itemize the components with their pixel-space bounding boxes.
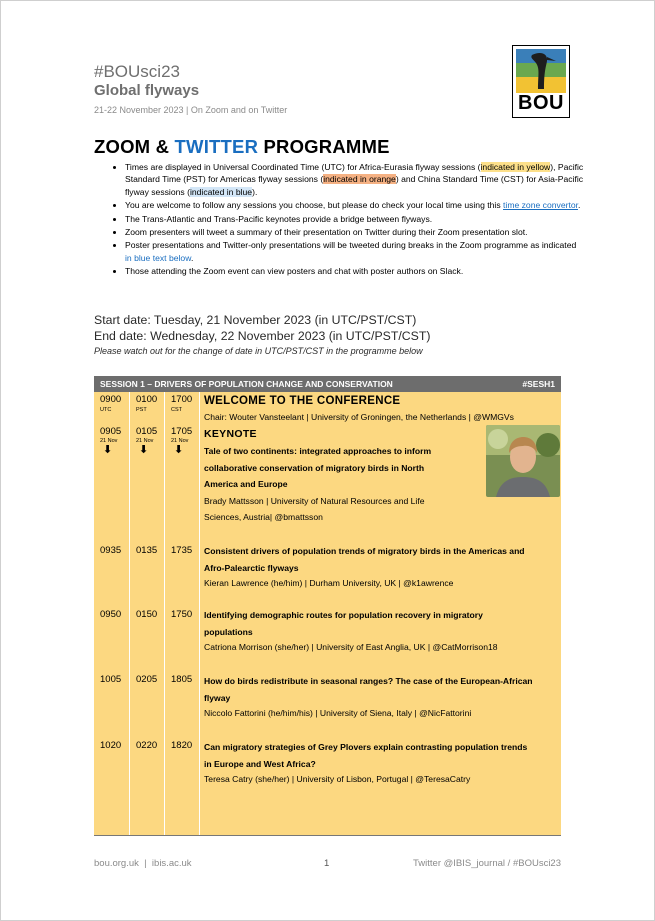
header-title: Global flyways (94, 82, 200, 99)
talk2-utc: 0950 (100, 609, 122, 620)
header-date-line: 21-22 November 2023 | On Zoom and on Twitter (94, 105, 288, 115)
talk4-title-line1: Can migratory strategies of Grey Plovers explain contrasting population trends (204, 742, 528, 752)
footer-page-number: 1 (324, 858, 330, 869)
talk4-pst: 0220 (136, 740, 158, 751)
session-hashtag: #SESH1 (522, 379, 555, 389)
programme-title-twitter: TWITTER (174, 136, 259, 157)
talk2-speaker: Catriona Morrison (she/her) | University of East Anglia, UK | @CatMorrison18 (204, 642, 498, 652)
programme-title-part3: PROGRAMME (258, 136, 390, 157)
day-label-utc: 21 Nov (100, 438, 118, 444)
welcome-pst: 0100 (136, 394, 158, 405)
arrow-down-icon: ⬇ (103, 444, 113, 456)
programme-title (94, 136, 390, 158)
bou-logo (512, 45, 570, 118)
talk1-cst: 1735 (171, 545, 193, 556)
footer-links: bou.org.uk | ibis.ac.uk (94, 858, 192, 869)
welcome-utc: 0900 (100, 394, 122, 405)
talk1-title-line2: Afro-Palearctic flyways (204, 562, 299, 573)
bullet-slack: • Those attending the Zoom event can view posters and chat with poster authors on Slack. (125, 265, 585, 277)
arrow-down-icon: ⬇ (174, 444, 184, 456)
talk2-title-line1: Identifying demographic routes for population recovery in migratory (204, 610, 483, 620)
talk4-title-line2: in Europe and West Africa? (204, 758, 316, 769)
keynote-utc: 0905 (100, 426, 122, 437)
zone-label-cst: CST (171, 407, 182, 413)
bou-logo-bird-icon (516, 49, 566, 93)
day-label-pst: 21 Nov (136, 438, 154, 444)
footer-twitter: Twitter @IBIS_journal / #BOUsci23 (413, 858, 561, 869)
talk3-cst: 1805 (171, 674, 193, 685)
start-date: Start date: Tuesday, 21 November 2023 (in UTC/PST/CST) (94, 313, 417, 327)
session-title: SESSION 1 – DRIVERS OF POPULATION CHANGE AND CONSERVATION (100, 379, 393, 389)
session-header-bar (94, 376, 561, 392)
talk3-pst: 0205 (136, 674, 158, 685)
session-table (94, 376, 561, 836)
talk3-title-line2: flyway (204, 692, 231, 703)
talk1-title-line1: Consistent drivers of population trends of migratory birds in the Americas and (204, 546, 525, 556)
keynote-title-line3: America and Europe (204, 479, 288, 489)
highlight-blue: indicated in blue (189, 186, 253, 197)
talk2-title-line2: populations (204, 626, 253, 637)
keynote-speaker-line1: Brady Mattsson | University of Natural Resources and Life (204, 496, 425, 506)
talk3-title-line1: How do birds redistribute in seasonal ranges? The case of the European-African (204, 676, 533, 686)
end-date: End date: Wednesday, 22 November 2023 (in UTC/PST/CST) (94, 329, 431, 343)
talk4-cst: 1820 (171, 740, 193, 751)
keynote-pst: 0105 (136, 426, 158, 437)
talk2-pst: 0150 (136, 609, 158, 620)
time-zone-convertor-link[interactable]: time zone convertor (503, 200, 579, 211)
day-label-cst: 21 Nov (171, 438, 189, 444)
highlight-orange: indicated in orange (323, 174, 396, 185)
programme-title-part1: ZOOM & (94, 136, 175, 157)
talk1-pst: 0135 (136, 545, 158, 556)
bullet-keynotes: • The Trans-Atlantic and Trans-Pacific keynotes provide a bridge between flyways. (125, 213, 585, 225)
talk2-cst: 1750 (171, 609, 193, 620)
welcome-cst: 1700 (171, 394, 193, 405)
arrow-down-icon: ⬇ (139, 444, 149, 456)
talk4-utc: 1020 (100, 740, 122, 751)
keynote-speaker-line2: Sciences, Austria| @bmattsson (204, 512, 323, 522)
keynote-title-line2: collaborative conservation of migratory birds in North (204, 462, 425, 473)
welcome-title: WELCOME TO THE CONFERENCE (204, 395, 401, 407)
bullet-timezones: • Times are displayed in Universal Coordinated Time (UTC) for Africa-Eurasia flyway sessions (indicated in yellow), Pacific Standard Time (PST) for Americas flyway sessions (indicated in orange) and China Standard Time (CST) for Asia-Pacific flyway sessions (indicated in blue). (125, 161, 585, 198)
info-bullet-list (108, 161, 585, 279)
table-bottom-rule (94, 835, 561, 836)
date-change-note: Please watch out for the change of date in UTC/PST/CST in the programme below (94, 346, 423, 356)
talk4-speaker: Teresa Catry (she/her) | University of Lisbon, Portugal | @TeresaCatry (204, 774, 471, 784)
talk1-utc: 0935 (100, 545, 122, 556)
talk1-speaker: Kieran Lawrence (he/him) | Durham University, UK | @k1awrence (204, 578, 454, 588)
keynote-title-line1: Tale of two continents: integrated approaches to inform (204, 446, 432, 456)
welcome-chair: Chair: Wouter Vansteelant | University of Groningen, the Netherlands | @WMGVs (204, 412, 514, 422)
header-hashtag: #BOUsci23 (94, 62, 180, 81)
bullet-local-time: • You are welcome to follow any sessions you choose, but please do check your local time using this time zone convertor. (125, 199, 585, 211)
dates-block (94, 312, 431, 359)
keynote-speaker-photo (486, 425, 560, 497)
talk3-utc: 1005 (100, 674, 122, 685)
talk3-speaker: Niccolo Fattorini (he/him/his) | University of Siena, Italy | @NicFattorini (204, 708, 472, 718)
keynote-label: KEYNOTE (204, 428, 257, 440)
keynote-cst: 1705 (171, 426, 193, 437)
zone-label-pst: PST (136, 407, 147, 413)
bou-logo-text: BOU (518, 92, 564, 114)
highlight-yellow: indicated in yellow (480, 162, 551, 172)
bullet-posters: • Poster presentations and Twitter-only presentations will be tweeted during breaks in the Zoom programme as indicated in blue text below. (125, 239, 585, 264)
bullet-zoom-presenters: • Zoom presenters will tweet a summary of their presentation on Twitter during their Zoom presentation slot. (125, 226, 585, 238)
zone-label-utc: UTC (100, 407, 112, 413)
